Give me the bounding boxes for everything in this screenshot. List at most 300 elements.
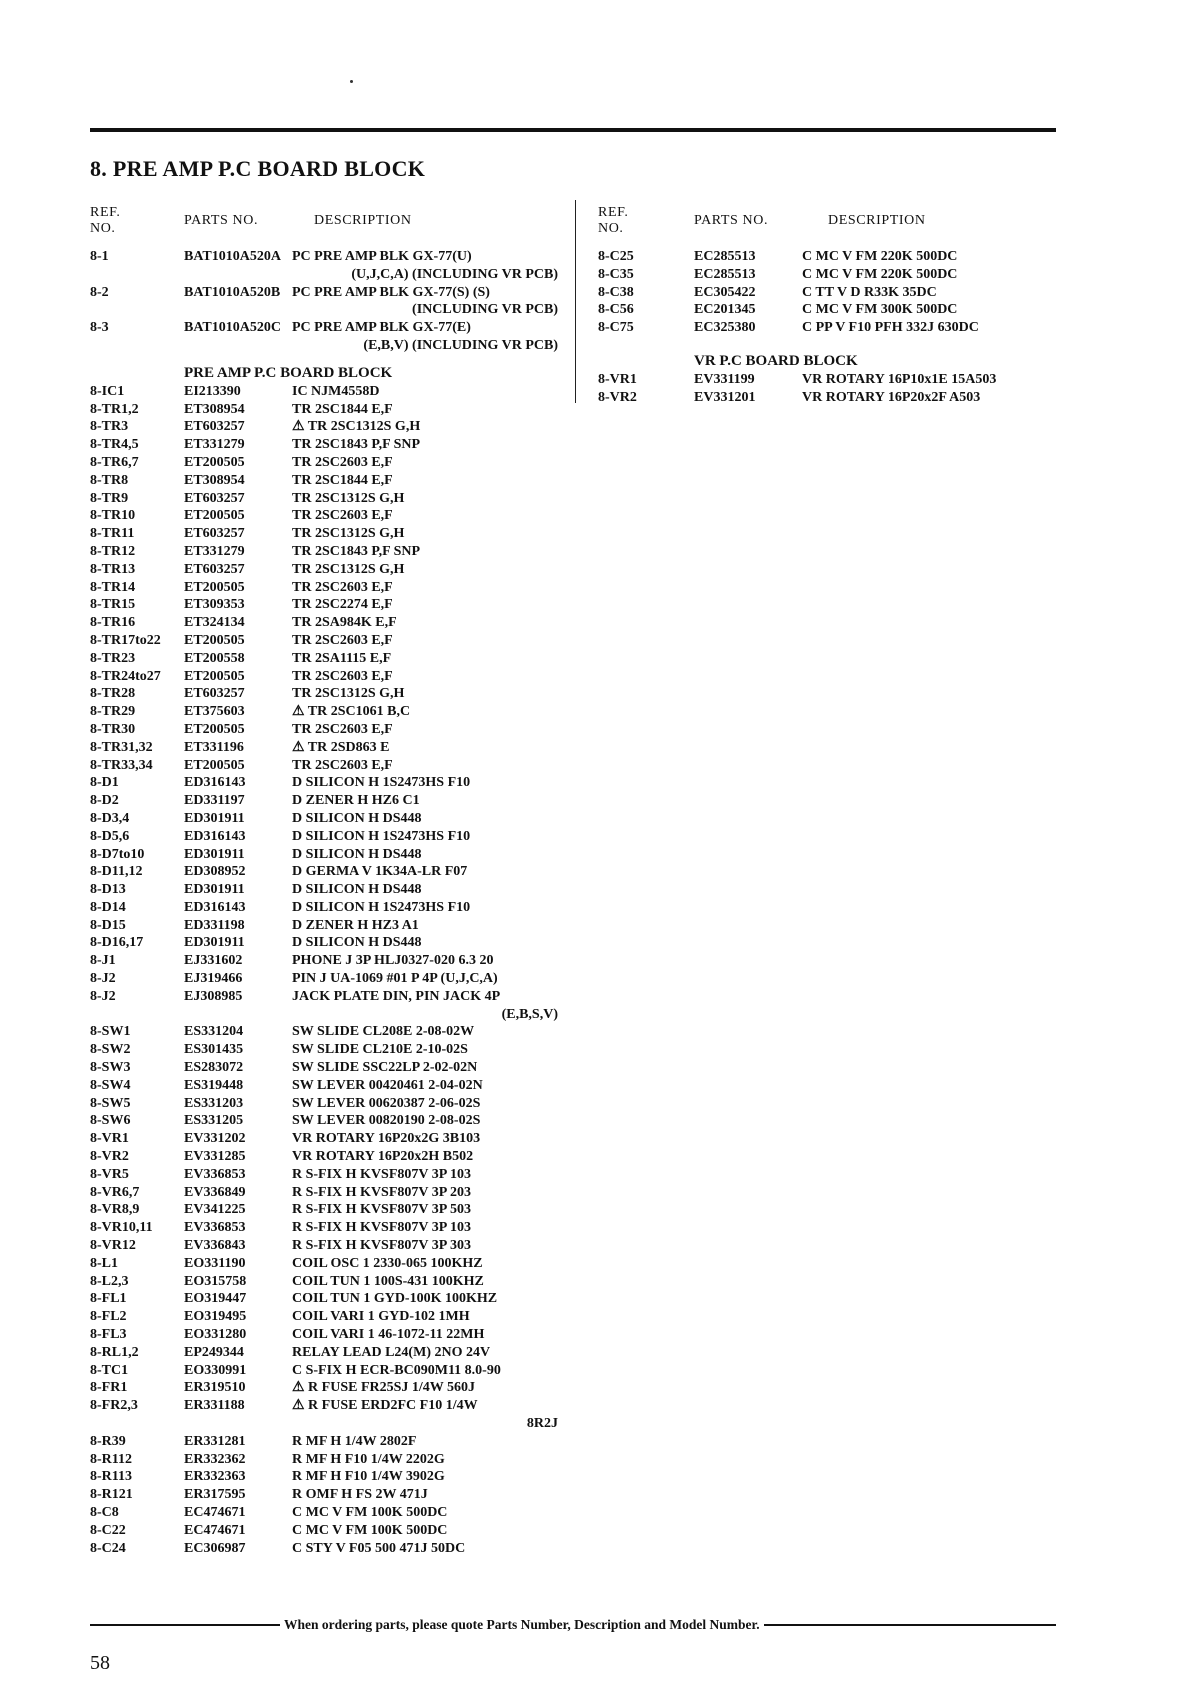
parts-no-cell: ES331205 [184, 1113, 244, 1129]
ref-no-cell: 8-RL1,2 [90, 1344, 139, 1360]
ref-no-cell: 8-VR8,9 [90, 1202, 140, 1218]
description-cell: JACK PLATE DIN, PIN JACK 4P [292, 988, 501, 1004]
description-cell: PC PRE AMP BLK GX-77(U) [292, 249, 472, 264]
parts-no-cell: ET200505 [184, 508, 245, 524]
parts-no-cell: ED316143 [184, 828, 246, 844]
parts-row [90, 917, 560, 935]
ref-no-cell: 8-TR15 [90, 597, 136, 613]
parts-no-cell [184, 266, 292, 284]
parts-no-cell [184, 1006, 292, 1024]
ref-no-cell: 8-D1 [90, 775, 119, 791]
ref-no-cell: 8-D16,17 [90, 935, 144, 951]
ref-no-cell: 8-2 [90, 284, 109, 300]
parts-no-cell: ER332363 [184, 1469, 246, 1485]
ref-no-cell: 8-FR2,3 [90, 1398, 138, 1414]
description-cell: C MC V FM 300K 500DC [802, 302, 958, 318]
description-cell: VR ROTARY 16P10x1E 15A503 [802, 371, 997, 387]
parts-no-cell: ER331188 [184, 1398, 245, 1414]
description-cell: D ZENER H HZ3 A1 [292, 917, 419, 933]
parts-row [90, 1041, 560, 1059]
parts-no-cell: EC474671 [184, 1522, 246, 1538]
ref-no-cell: 8-VR5 [90, 1166, 129, 1182]
ref-no-cell: 8-FL3 [90, 1327, 127, 1343]
parts-no-cell: EV336853 [184, 1166, 246, 1182]
parts-no-cell: ET309353 [184, 597, 245, 613]
description-cell: D SILICON H DS448 [292, 846, 422, 862]
description-cell: SW SLIDE SSC22LP 2-02-02N [292, 1060, 478, 1076]
parts-row [90, 1486, 560, 1504]
ref-no-cell: 8-SW6 [90, 1113, 131, 1129]
ref-no-cell: 8-TR30 [90, 721, 136, 737]
description-cell: R S-FIX H KVSF807V 3P 103 [292, 1220, 472, 1236]
parts-row [90, 650, 560, 668]
ref-no-cell: 8-SW5 [90, 1095, 131, 1111]
ref-no-cell: 8-VR1 [90, 1131, 129, 1147]
parts-no-cell: EV331285 [184, 1149, 246, 1165]
parts-no-cell: EP249344 [184, 1344, 244, 1360]
parts-row-continuation [90, 1006, 560, 1024]
parts-row [90, 846, 560, 864]
header-ref-line2-right: NO. [598, 221, 624, 236]
parts-row [598, 301, 1068, 319]
ref-no-cell: 8-VR1 [598, 371, 637, 387]
description-cell: TR 2SC2603 E,F [292, 579, 393, 595]
ref-no-cell: 8-C56 [598, 302, 634, 318]
parts-row [90, 1326, 560, 1344]
description-cell: C PP V F10 PFH 332J 630DC [802, 320, 979, 336]
parts-no-cell: ET331279 [184, 543, 245, 559]
ref-no-cell: 8-FR1 [90, 1380, 128, 1396]
parts-row [90, 614, 560, 632]
parts-no-cell: ET375603 [184, 704, 245, 720]
parts-row [90, 810, 560, 828]
header-ref-no-right [598, 205, 694, 237]
parts-no-cell: ET200558 [184, 650, 245, 666]
description-cell: (U,J,C,A) (INCLUDING VR PCB) [351, 266, 558, 282]
ref-no-cell: 8-TR3 [90, 419, 129, 435]
parts-row [90, 1433, 560, 1451]
description-cell: TR 2SC2603 E,F [292, 721, 393, 737]
parts-row [90, 952, 560, 970]
ref-no-cell: 8-TR28 [90, 686, 136, 702]
column-divider [575, 200, 576, 403]
parts-no-cell: EJ319466 [184, 971, 243, 987]
ref-no-cell: 8-3 [90, 320, 109, 336]
ref-no-cell: 8-TR9 [90, 490, 129, 506]
parts-no-cell: ED316143 [184, 899, 246, 915]
parts-row [90, 721, 560, 739]
parts-row [90, 1112, 560, 1130]
ref-no-cell: 8-D5,6 [90, 828, 130, 844]
description-cell: D GERMA V 1K34A-LR F07 [292, 864, 468, 880]
ref-no-cell: 8-SW3 [90, 1060, 131, 1076]
parts-row [90, 988, 560, 1006]
parts-no-cell: EC201345 [694, 302, 756, 318]
ref-no-cell [90, 266, 184, 284]
parts-row [90, 881, 560, 899]
parts-no-cell: ET603257 [184, 561, 245, 577]
parts-no-cell: EV336843 [184, 1238, 246, 1254]
parts-no-cell: ES331203 [184, 1095, 244, 1111]
parts-no-cell: EC306987 [184, 1540, 246, 1556]
parts-no-cell: EO315758 [184, 1273, 247, 1289]
parts-no-cell: EC474671 [184, 1504, 246, 1520]
parts-no-cell: EO319447 [184, 1291, 247, 1307]
description-cell: D SILICON H 1S2473HS F10 [292, 775, 471, 791]
header-ref-line1-right: REF. [598, 205, 629, 220]
parts-row-continuation [90, 266, 560, 284]
description-cell: TR 2SC1843 P,F SNP [292, 437, 421, 453]
ref-no-cell: 8-C75 [598, 320, 634, 336]
description-cell: R MF H 1/4W 2802F [292, 1433, 417, 1449]
right-table-header [598, 204, 1068, 238]
ref-no-cell: 8-VR6,7 [90, 1184, 140, 1200]
ref-no-cell: 8-C22 [90, 1522, 126, 1538]
description-cell: TR 2SC2603 E,F [292, 757, 393, 773]
parts-row [90, 863, 560, 881]
parts-row [90, 934, 560, 952]
parts-no-cell: ED331198 [184, 917, 245, 933]
parts-no-cell [184, 1415, 292, 1433]
parts-no-cell: ER332362 [184, 1451, 246, 1467]
description-cell: TR 2SC1843 P,F SNP [292, 543, 421, 559]
parts-row [90, 579, 560, 597]
parts-no-cell: ET308954 [184, 401, 245, 417]
parts-no-cell: ET603257 [184, 490, 245, 506]
description-cell: COIL VARI 1 GYD-102 1MH [292, 1309, 470, 1325]
parts-row [90, 1077, 560, 1095]
parts-row [598, 248, 1068, 266]
ref-no-cell: 8-D3,4 [90, 810, 130, 826]
ref-no-cell: 8-VR12 [90, 1238, 136, 1254]
description-cell: PHONE J 3P HLJ0327-020 6.3 20 [292, 953, 494, 969]
header-parts-no: PARTS NO. [184, 213, 259, 228]
ref-no-cell: 8-TC1 [90, 1362, 129, 1378]
parts-row [90, 1290, 560, 1308]
pre-amp-block-title: PRE AMP P.C BOARD BLOCK [184, 364, 393, 381]
parts-no-cell: EO330991 [184, 1362, 247, 1378]
ref-no-cell: 8-TR10 [90, 508, 136, 524]
description-cell: COIL VARI 1 46-1072-11 22MH [292, 1327, 485, 1343]
parts-row [90, 507, 560, 525]
parts-no-cell: EV336853 [184, 1220, 246, 1236]
parts-no-cell: EC285513 [694, 249, 756, 264]
ref-no-cell: 8-C24 [90, 1540, 126, 1556]
description-cell: SW LEVER 00820190 2-08-02S [292, 1113, 481, 1129]
parts-no-cell [184, 337, 292, 355]
ref-no-cell: 8-L1 [90, 1255, 118, 1271]
ref-no-cell: 8-R121 [90, 1487, 133, 1503]
ref-no-cell: 8-TR31,32 [90, 739, 153, 755]
parts-no-cell: EC325380 [694, 320, 756, 336]
ref-no-cell: 8-SW4 [90, 1077, 131, 1093]
description-cell: ⚠ TR 2SC1312S G,H [292, 419, 421, 435]
description-cell: PIN J UA-1069 #01 P 4P (U,J,C,A) [292, 971, 498, 987]
description-cell: TR 2SC2603 E,F [292, 454, 393, 470]
ref-no-cell: 8-FL2 [90, 1309, 127, 1325]
parts-row [90, 1059, 560, 1077]
parts-no-cell: ED308952 [184, 864, 246, 880]
description-cell: R MF H F10 1/4W 3902G [292, 1469, 445, 1485]
ref-no-cell: 8-TR23 [90, 650, 136, 666]
parts-row [90, 1451, 560, 1469]
parts-no-cell: ET331279 [184, 437, 245, 453]
parts-no-cell: BAT1010A520A [184, 249, 281, 264]
description-cell: ⚠ TR 2SD863 E [292, 739, 390, 755]
parts-row [90, 970, 560, 988]
parts-row [90, 1468, 560, 1486]
ref-no-cell: 8-TR24to27 [90, 668, 161, 684]
right-block-rows [598, 371, 1068, 407]
ref-no-cell: 8-J1 [90, 953, 116, 969]
ref-no-cell: 8-J2 [90, 971, 116, 987]
description-cell: TR 2SC2603 E,F [292, 632, 393, 648]
right-main-rows [598, 248, 1068, 337]
parts-row-continuation [90, 337, 560, 355]
ref-no-cell: 8-TR1,2 [90, 401, 139, 417]
left-main-rows [90, 248, 560, 355]
ref-no-cell: 8-L2,3 [90, 1273, 129, 1289]
parts-row [90, 1362, 560, 1380]
parts-row [90, 1255, 560, 1273]
right-column [598, 204, 1068, 407]
parts-no-cell: ED316143 [184, 775, 246, 791]
parts-no-cell: ED331197 [184, 793, 245, 809]
parts-row [90, 596, 560, 614]
description-cell: SW LEVER 00420461 2-04-02N [292, 1077, 483, 1093]
ref-no-cell: 8-TR14 [90, 579, 136, 595]
parts-row [90, 1308, 560, 1326]
top-rule [90, 128, 1056, 132]
parts-row [90, 1237, 560, 1255]
description-cell: VR ROTARY 16P20x2F A503 [802, 389, 981, 405]
description-cell: ⚠ R FUSE ERD2FC F10 1/4W [292, 1398, 478, 1414]
parts-no-cell: ER319510 [184, 1380, 246, 1396]
description-cell: (INCLUDING VR PCB) [412, 302, 558, 318]
header-ref-line2: NO. [90, 221, 116, 236]
description-cell: COIL OSC 1 2330-065 100KHZ [292, 1255, 483, 1271]
parts-no-cell: ED301911 [184, 810, 245, 826]
parts-row [90, 685, 560, 703]
ref-no-cell [90, 301, 184, 319]
parts-row [90, 757, 560, 775]
parts-no-cell: ET200505 [184, 757, 245, 773]
ref-no-cell: 8-1 [90, 249, 109, 264]
parts-no-cell: ET200505 [184, 454, 245, 470]
parts-no-cell: BAT1010A520B [184, 284, 281, 300]
parts-no-cell: EC285513 [694, 266, 756, 282]
description-cell: C MC V FM 220K 500DC [802, 266, 958, 282]
parts-row [90, 490, 560, 508]
parts-row [90, 739, 560, 757]
ref-no-cell: 8-IC1 [90, 383, 125, 399]
parts-row [90, 1397, 560, 1415]
ref-no-cell: 8-VR2 [598, 389, 637, 405]
ref-no-cell: 8-D15 [90, 917, 126, 933]
ref-no-cell: 8-R113 [90, 1469, 132, 1485]
parts-no-cell: ED301911 [184, 882, 245, 898]
description-cell: TR 2SC1844 E,F [292, 401, 393, 417]
description-cell: R S-FIX H KVSF807V 3P 303 [292, 1238, 472, 1254]
description-cell: 8R2J [526, 1416, 558, 1431]
parts-row [90, 543, 560, 561]
parts-row [90, 899, 560, 917]
parts-no-cell [184, 301, 292, 319]
parts-no-cell: EO331190 [184, 1255, 246, 1271]
parts-row [90, 319, 560, 337]
description-cell: VR ROTARY 16P20x2H B502 [292, 1149, 474, 1165]
description-cell: TR 2SA984K E,F [292, 615, 397, 631]
ref-no-cell: 8-TR6,7 [90, 454, 139, 470]
ref-no-cell: 8-SW2 [90, 1042, 131, 1058]
parts-no-cell: ES319448 [184, 1077, 244, 1093]
description-cell: D ZENER H HZ6 C1 [292, 793, 420, 809]
ref-no-cell: 8-TR29 [90, 704, 136, 720]
parts-row [598, 284, 1068, 302]
ref-no-cell [90, 1415, 184, 1433]
description-cell: C TT V D R33K 35DC [802, 284, 937, 300]
parts-no-cell: ET308954 [184, 472, 245, 488]
parts-row [90, 1166, 560, 1184]
section-title: 8. PRE AMP P.C BOARD BLOCK [90, 156, 426, 181]
ref-no-cell [90, 337, 184, 355]
description-cell: C S-FIX H ECR-BC090M11 8.0-90 [292, 1362, 501, 1378]
parts-no-cell: ET200505 [184, 632, 245, 648]
left-block-rows [90, 383, 560, 1558]
parts-no-cell: EV336849 [184, 1184, 246, 1200]
parts-no-cell: ET331196 [184, 739, 244, 755]
parts-no-cell: ET603257 [184, 686, 245, 702]
ref-no-cell: 8-D7to10 [90, 846, 145, 862]
parts-no-cell: ET200505 [184, 579, 245, 595]
parts-no-cell: ER317595 [184, 1487, 246, 1503]
ref-no-cell: 8-C8 [90, 1504, 119, 1520]
description-cell: TR 2SC2603 E,F [292, 668, 393, 684]
ref-no-cell: 8-J2 [90, 988, 116, 1004]
description-cell: R S-FIX H KVSF807V 3P 503 [292, 1202, 472, 1218]
ref-no-cell: 8-TR8 [90, 472, 129, 488]
ref-no-cell: 8-VR10,11 [90, 1220, 153, 1236]
parts-row [90, 436, 560, 454]
parts-row [90, 1201, 560, 1219]
parts-row [90, 1219, 560, 1237]
header-description-right: DESCRIPTION [828, 213, 926, 228]
ref-no-cell: 8-TR16 [90, 615, 136, 631]
description-cell: R MF H F10 1/4W 2202G [292, 1451, 445, 1467]
parts-no-cell: ED301911 [184, 846, 245, 862]
ref-no-cell: 8-TR17to22 [90, 632, 161, 648]
description-cell: PC PRE AMP BLK GX-77(S) (S) [292, 284, 490, 300]
description-cell: TR 2SC1312S G,H [292, 526, 405, 542]
description-cell: D SILICON H DS448 [292, 810, 422, 826]
header-parts-no-right: PARTS NO. [694, 213, 769, 228]
parts-row [90, 774, 560, 792]
description-cell: TR 2SC2603 E,F [292, 508, 393, 524]
description-cell: D SILICON H 1S2473HS F10 [292, 899, 471, 915]
description-cell: COIL TUN 1 GYD-100K 100KHZ [292, 1291, 498, 1307]
parts-row [90, 248, 560, 266]
description-cell: PC PRE AMP BLK GX-77(E) [292, 320, 471, 336]
parts-row [90, 1148, 560, 1166]
header-ref-no [90, 205, 184, 237]
ref-no-cell: 8-D2 [90, 793, 119, 809]
description-cell: TR 2SC1312S G,H [292, 561, 405, 577]
parts-row [598, 389, 1068, 407]
parts-no-cell: ET200505 [184, 721, 245, 737]
vr-block-title: VR P.C BOARD BLOCK [694, 352, 858, 369]
parts-no-cell: ET324134 [184, 615, 245, 631]
parts-row [90, 1273, 560, 1291]
ref-no-cell: 8-D14 [90, 899, 126, 915]
description-cell: TR 2SC1312S G,H [292, 686, 405, 702]
footer-rule-right [764, 1624, 1056, 1626]
parts-row [90, 792, 560, 810]
description-cell: SW SLIDE CL210E 2-10-02S [292, 1042, 468, 1058]
ref-no-cell [90, 1006, 184, 1024]
ref-no-cell: 8-VR2 [90, 1149, 129, 1165]
description-cell: D SILICON H 1S2473HS F10 [292, 828, 471, 844]
description-cell: ⚠ R FUSE FR25SJ 1/4W 560J [292, 1380, 476, 1396]
parts-no-cell: EV331202 [184, 1131, 246, 1147]
ref-no-cell: 8-R112 [90, 1451, 132, 1467]
description-cell: RELAY LEAD L24(M) 2NO 24V [292, 1344, 491, 1360]
left-table-header [90, 204, 560, 238]
parts-row [90, 1344, 560, 1362]
parts-no-cell: EI213390 [184, 383, 241, 399]
parts-row [598, 319, 1068, 337]
header-description: DESCRIPTION [314, 213, 412, 228]
ref-no-cell: 8-FL1 [90, 1291, 127, 1307]
ref-no-cell: 8-D13 [90, 882, 126, 898]
parts-row [90, 383, 560, 401]
ref-no-cell: 8-C35 [598, 266, 634, 282]
description-cell: D SILICON H DS448 [292, 935, 422, 951]
ref-no-cell: 8-TR33,34 [90, 757, 153, 773]
footer-note [90, 1617, 1056, 1633]
description-cell: C MC V FM 220K 500DC [802, 249, 958, 264]
footer-note-text: When ordering parts, please quote Parts Number, Description and Model Number. [284, 1617, 760, 1632]
scan-dot [350, 80, 353, 83]
ref-no-cell: 8-TR12 [90, 543, 136, 559]
parts-row [90, 668, 560, 686]
ref-no-cell: 8-R39 [90, 1433, 126, 1449]
description-cell: COIL TUN 1 100S-431 100KHZ [292, 1273, 484, 1289]
footer-rule-left [90, 1624, 280, 1626]
parts-no-cell: EO331280 [184, 1327, 247, 1343]
parts-row [90, 1095, 560, 1113]
parts-no-cell: EV331199 [694, 371, 755, 387]
parts-row [90, 1540, 560, 1558]
parts-row-continuation [90, 1415, 560, 1433]
description-cell: C MC V FM 100K 500DC [292, 1522, 448, 1538]
description-cell: (E,B,V) (INCLUDING VR PCB) [363, 337, 558, 353]
parts-no-cell: EJ308985 [184, 988, 243, 1004]
ref-no-cell: 8-SW1 [90, 1024, 131, 1040]
description-cell: TR 2SA1115 E,F [292, 650, 392, 666]
parts-row [90, 1184, 560, 1202]
ref-no-cell: 8-TR4,5 [90, 437, 139, 453]
parts-row [90, 1023, 560, 1041]
parts-no-cell: ER331281 [184, 1433, 246, 1449]
parts-row [90, 401, 560, 419]
parts-row [90, 454, 560, 472]
parts-row [90, 418, 560, 436]
description-cell: C MC V FM 100K 500DC [292, 1504, 448, 1520]
parts-no-cell: ES301435 [184, 1042, 244, 1058]
parts-row [90, 284, 560, 302]
parts-no-cell: EO319495 [184, 1309, 247, 1325]
parts-no-cell: ET603257 [184, 526, 245, 542]
